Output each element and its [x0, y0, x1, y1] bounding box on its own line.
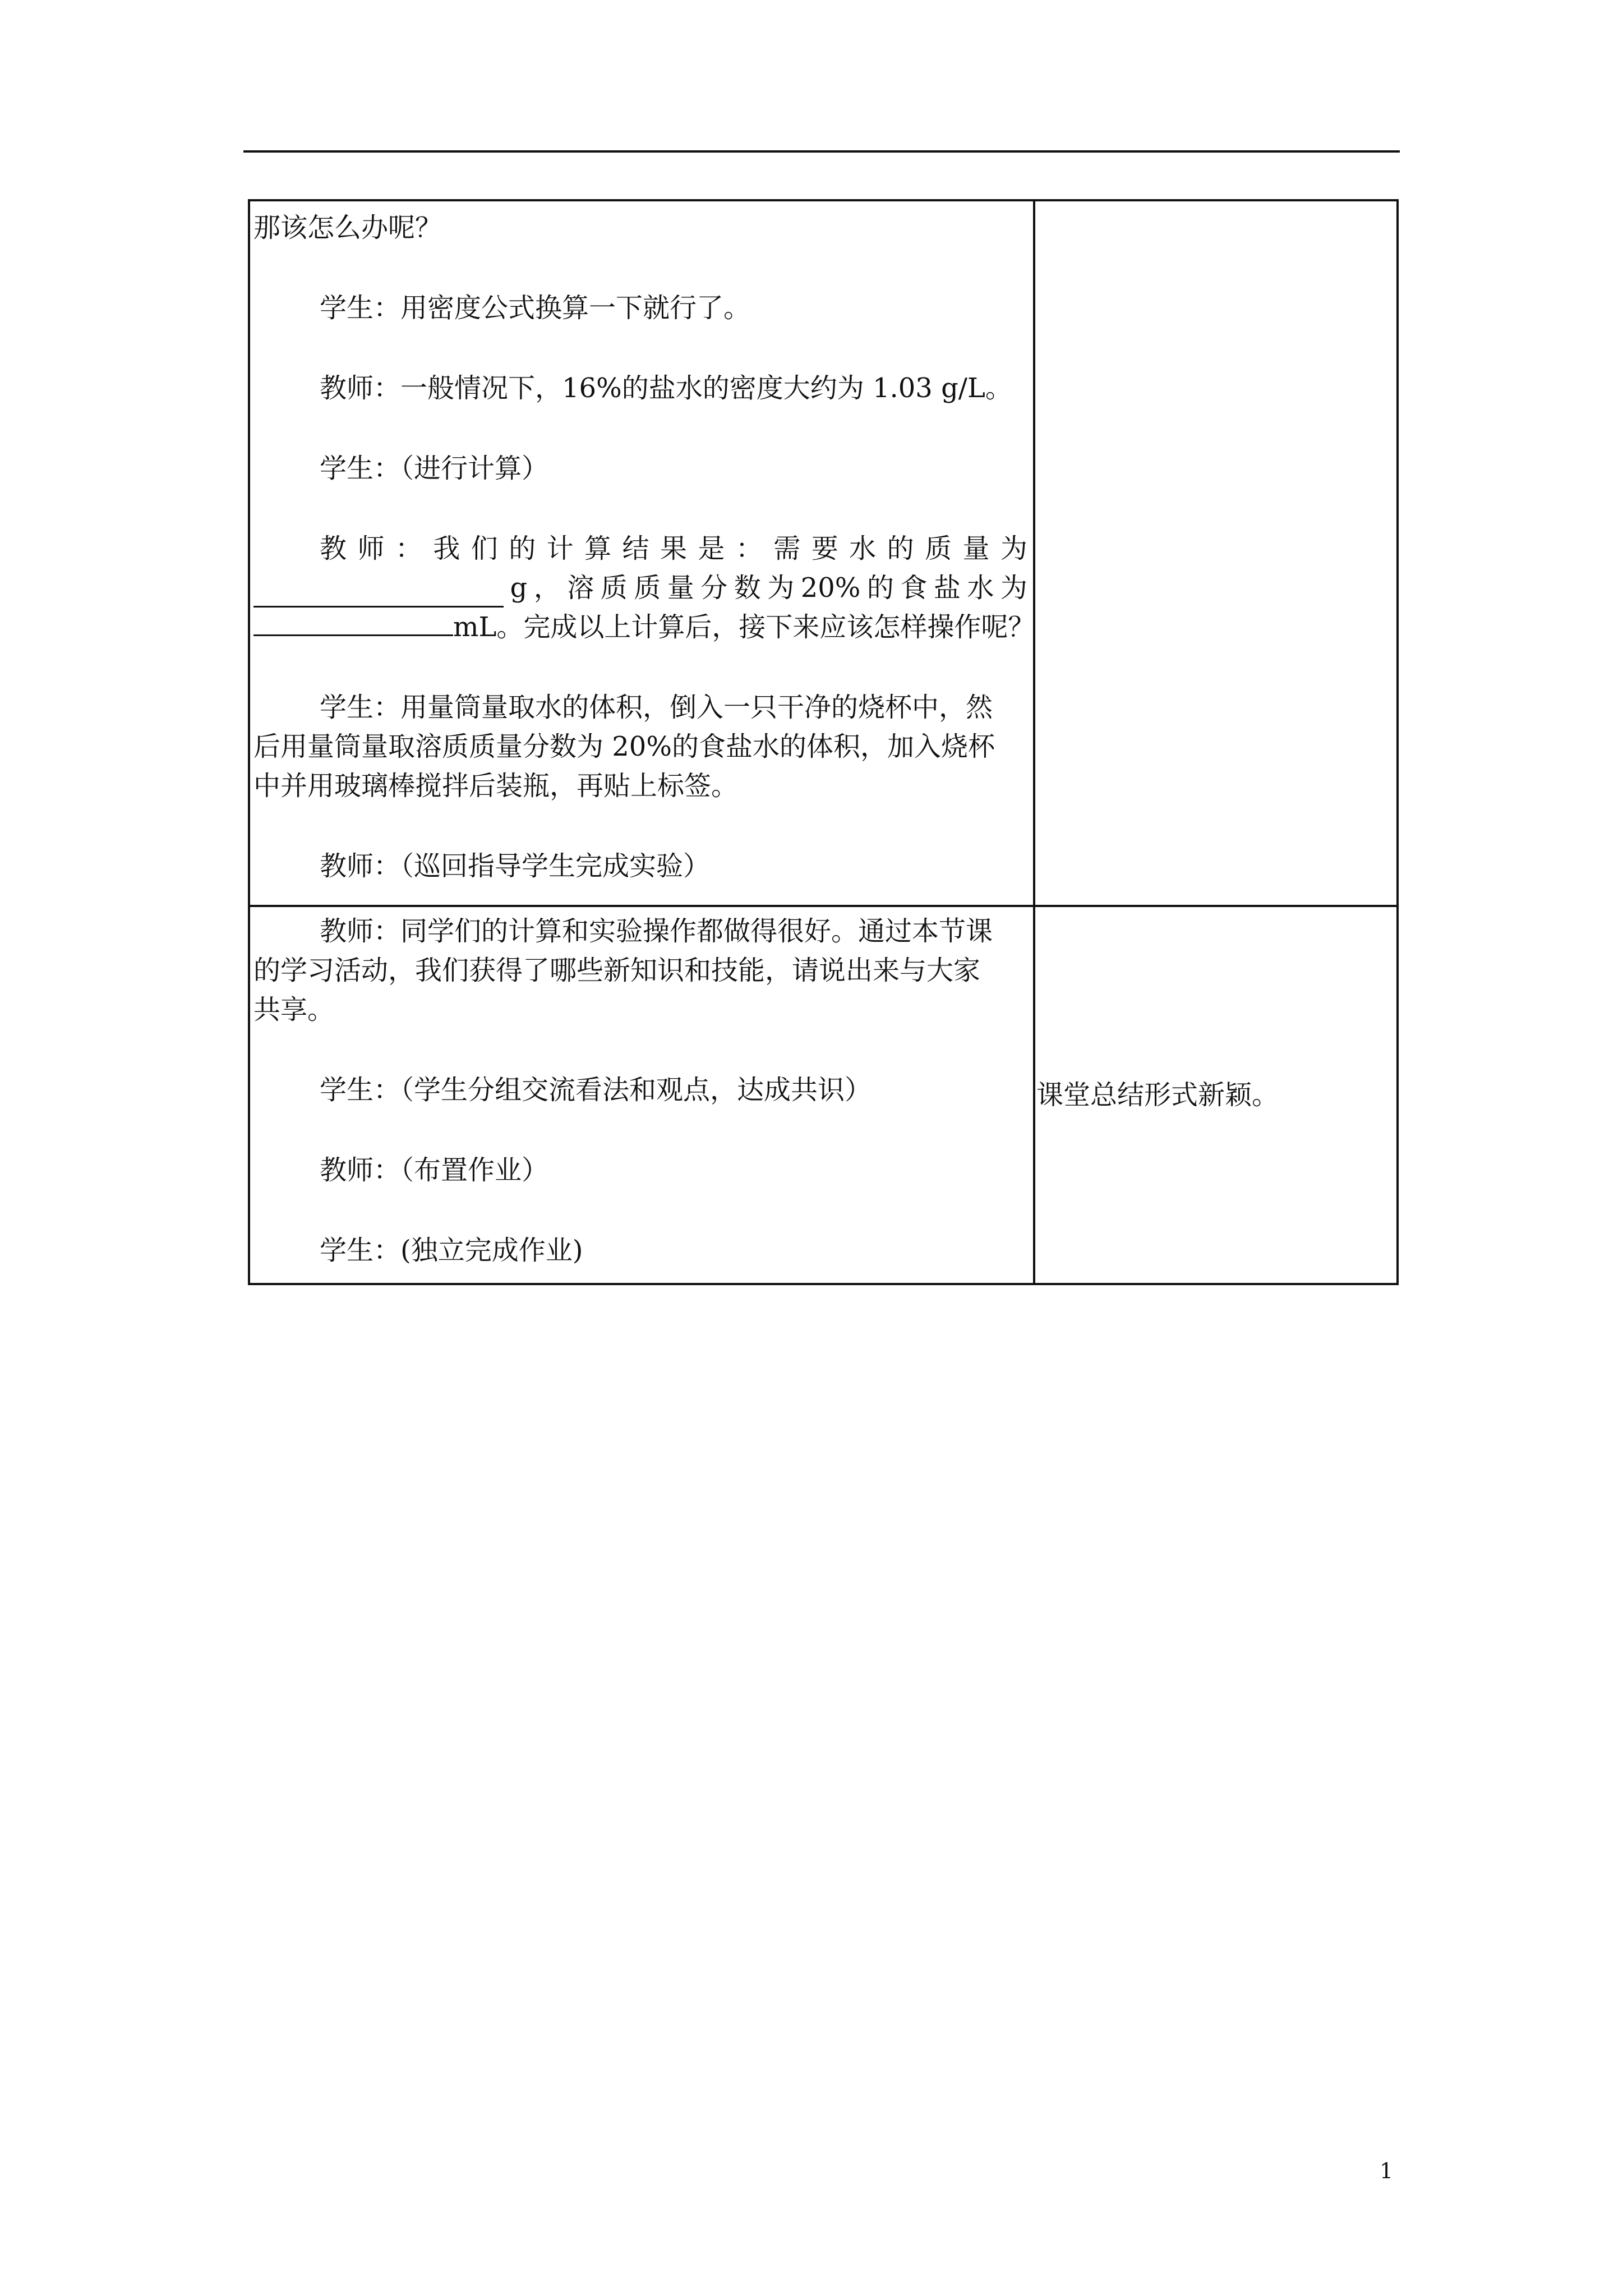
calc-line-3: mL。完成以上计算后，接下来应该怎样操作呢？: [253, 608, 1031, 647]
header-rule: [243, 150, 1400, 153]
answer-blank-water-mass[interactable]: [253, 581, 504, 608]
summary-paragraph: 教师：同学们的计算和实验操作都做得很好。通过本节课 的学习活动，我们获得了哪些新知识和技能，请说出来与大家 共享。: [253, 915, 993, 1025]
table-row: [249, 906, 1398, 1284]
teaching-process-cell: [249, 200, 1034, 906]
calc-line-1: 教 师 ： 我 们 的 计 算 结 果 是 ： 需 要 水 的 质 量 为: [320, 533, 1027, 564]
page-number: 1: [1380, 2159, 1394, 2183]
paragraph: 学生：用密度公式换算一下就行了。: [320, 292, 751, 324]
continued-line: 那该怎么办呢？: [253, 212, 442, 243]
design-note: 课堂总结形式新颖。: [1036, 1079, 1279, 1111]
paragraph: 学生：(独立完成作业): [320, 1235, 583, 1266]
teaching-process-cell: [249, 906, 1034, 1284]
paragraph: 教师：一般情况下，16%的盐水的密度大约为 1.03 g/L。: [320, 372, 1012, 404]
answer-blank-saltwater-volume[interactable]: [253, 610, 453, 636]
paragraph: 教师：（巡回指导学生完成实验）: [320, 850, 711, 882]
design-note-cell: [1034, 200, 1398, 906]
student-procedure-paragraph: 学生：用量筒量取水的体积，倒入一只干净的烧杯中，然 后用量筒量取溶质质量分数为 20%的食盐水的体积，加入烧杯 中并用玻璃棒搅拌后装瓶，再贴上标签。: [253, 692, 995, 802]
paragraph: 教师：（布置作业）: [320, 1154, 549, 1186]
calc-line-2: g ， 溶 质 质 量 分 数 为 20% 的 食 盐 水 为: [253, 568, 1031, 608]
lesson-plan-table: [248, 199, 1399, 1285]
calc-result-paragraph: [253, 529, 1035, 647]
paragraph: 学生：（进行计算）: [320, 453, 549, 484]
paragraph: 学生：（学生分组交流看法和观点，达成共识）: [320, 1074, 872, 1106]
table-row: [249, 200, 1398, 906]
design-note-cell: [1034, 906, 1398, 1284]
